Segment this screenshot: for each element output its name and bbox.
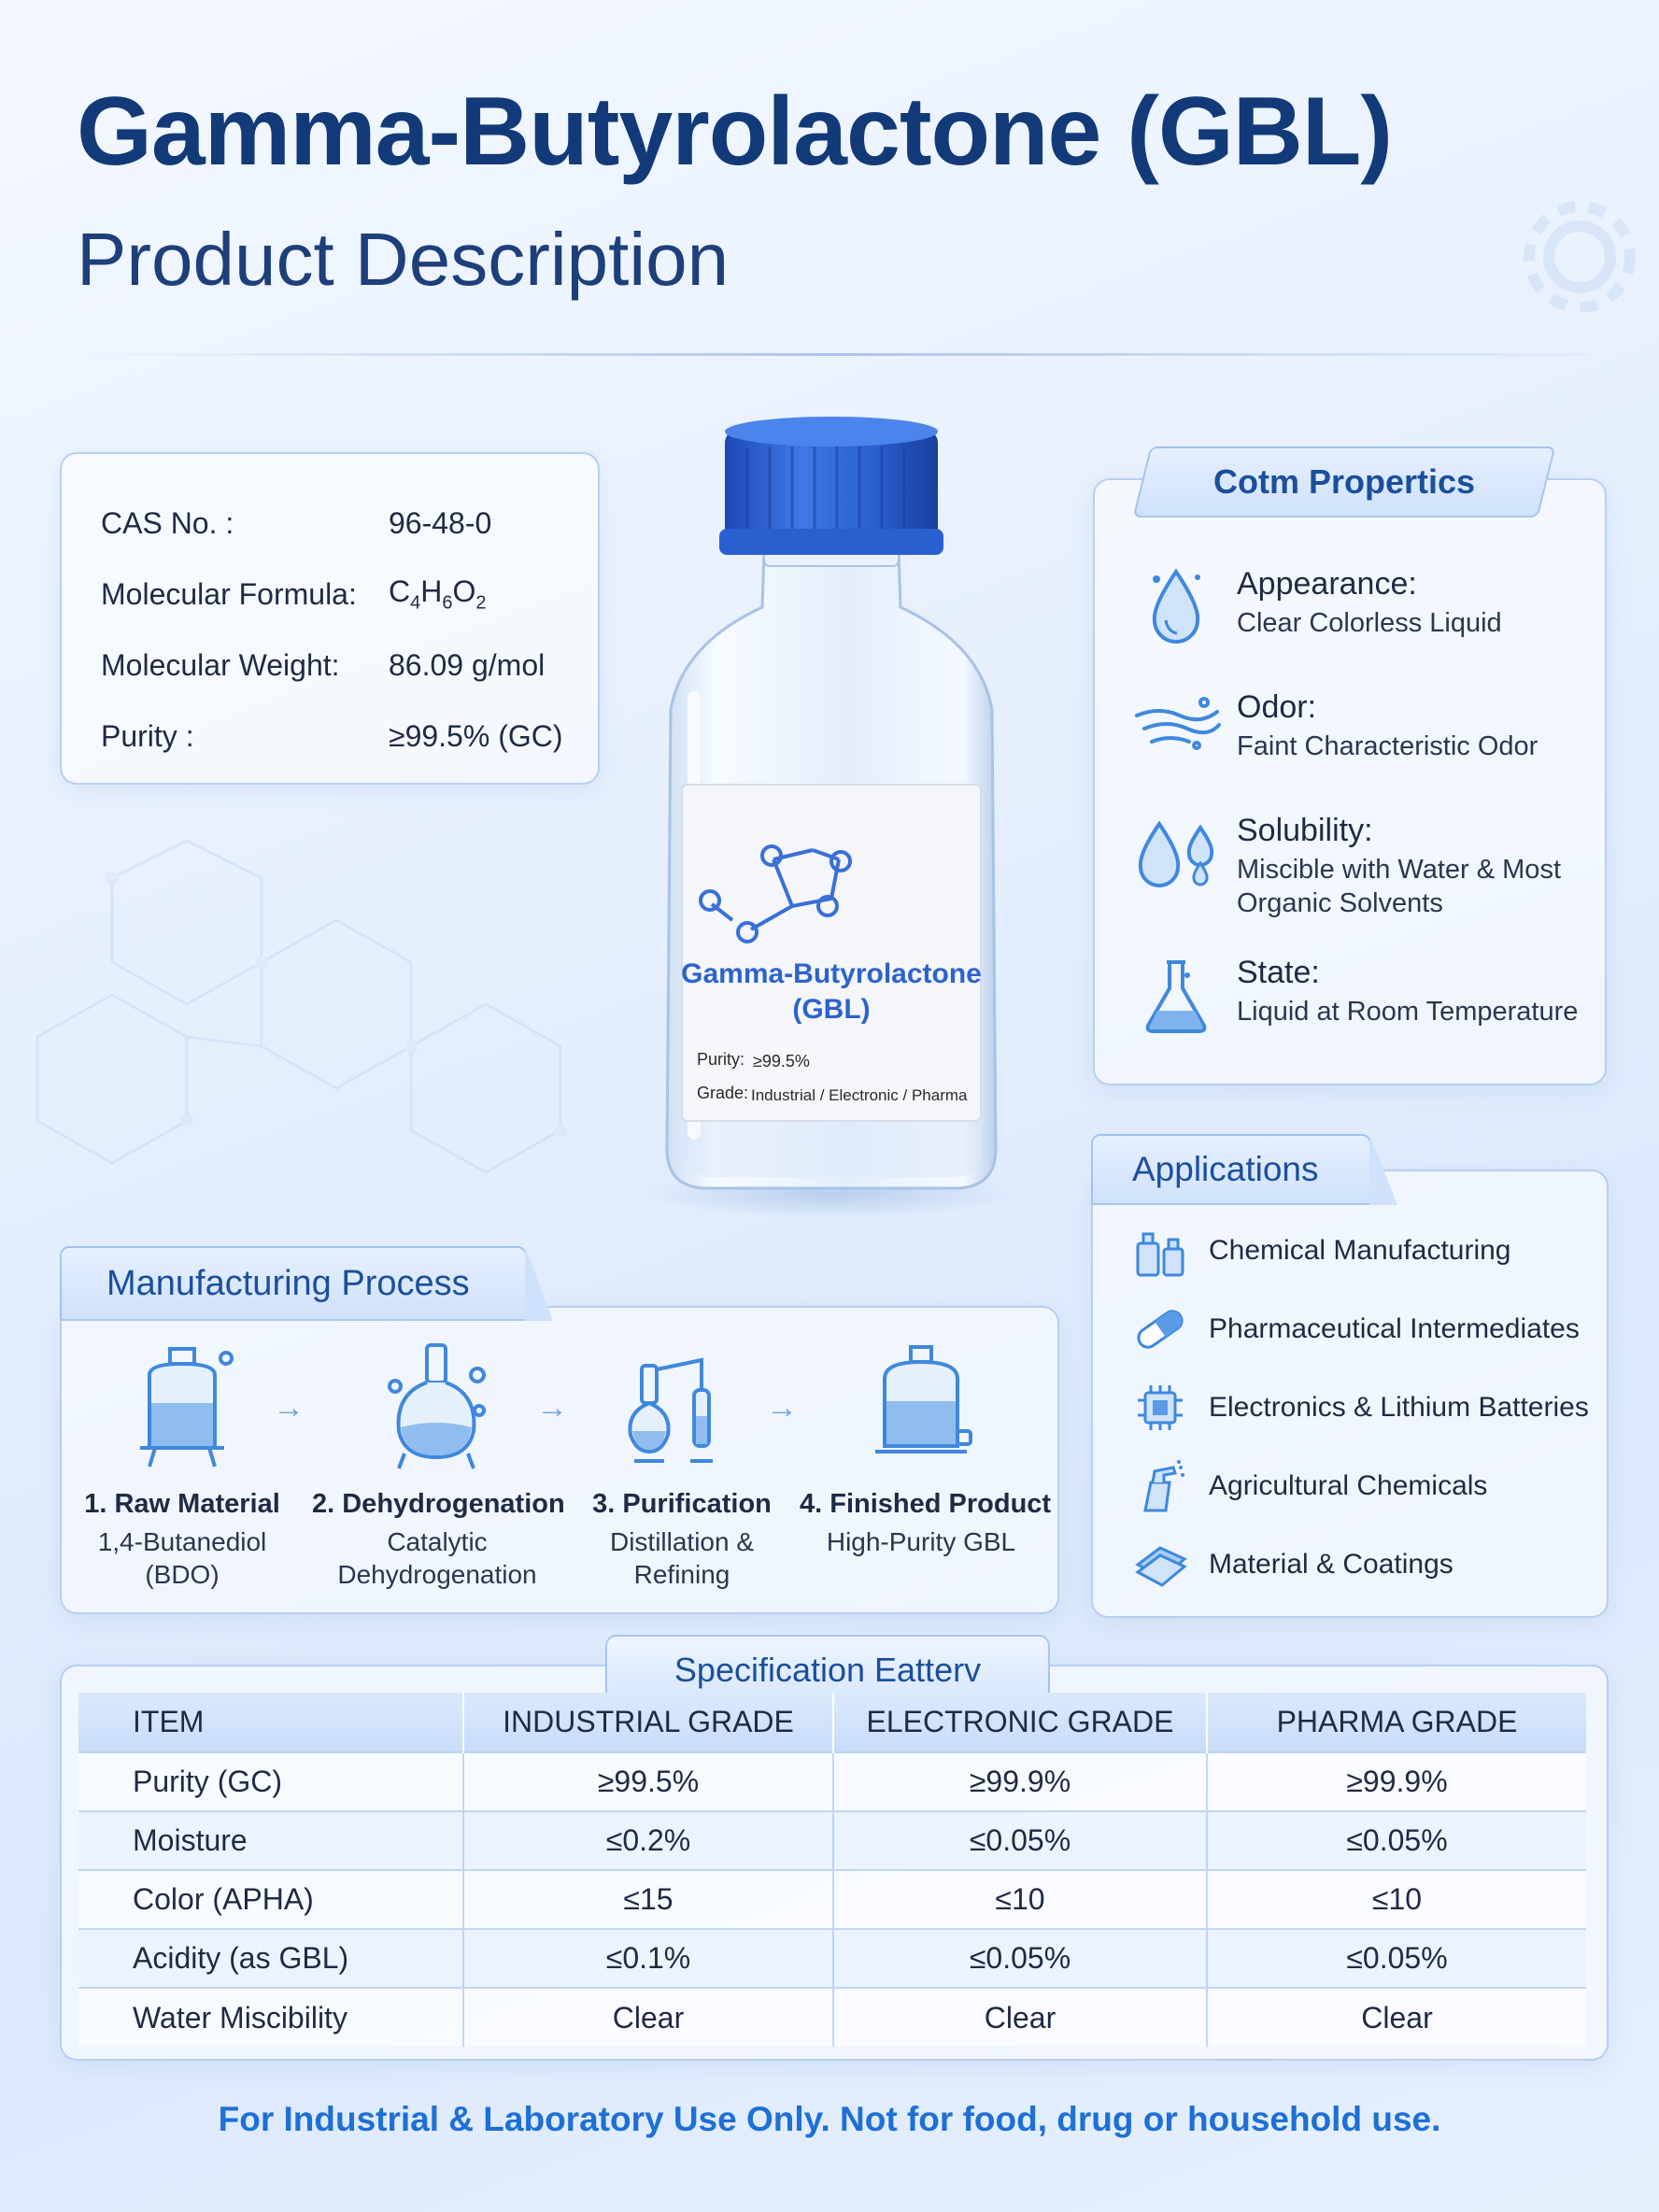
column-header: PHARMA GRADE — [1207, 1693, 1586, 1752]
process-step-3 — [575, 1338, 788, 1591]
application-label: Agricultural Chemicals — [1209, 1470, 1488, 1501]
gear-background-icon — [1510, 187, 1650, 327]
table-cell: Purity (GC) — [78, 1752, 463, 1811]
column-header: ELECTRONIC GRADE — [833, 1693, 1207, 1752]
cas-value: 96-48-0 — [389, 505, 492, 540]
bottle-label-name-1: Gamma-Butyrolactone — [681, 958, 982, 989]
weight-label: Molecular Weight: — [101, 647, 340, 682]
identity-card — [60, 452, 600, 785]
table-cell: ≤10 — [1207, 1870, 1586, 1929]
step-desc-line2: Dehydrogenation — [337, 1560, 537, 1589]
formula-label: Molecular Formula: — [101, 576, 357, 611]
property-appearance — [1125, 564, 1610, 658]
property-desc: Clear Colorless Liquid — [1237, 608, 1502, 638]
chip-icon — [1121, 1375, 1199, 1440]
property-desc: Miscible with Water & Most Organic Solvents — [1237, 855, 1561, 918]
table-cell: ≤0.05% — [1207, 1929, 1586, 1988]
formula-value — [389, 574, 486, 614]
droplet-icon — [1125, 564, 1227, 658]
purity-value: ≥99.5% (GC) — [389, 718, 563, 753]
step-title: 3. Purification — [592, 1489, 772, 1519]
sprayer-icon — [1121, 1453, 1199, 1519]
column-header: ITEM — [78, 1693, 463, 1752]
arrow-right-icon: → — [273, 1390, 305, 1425]
storage-tank-icon — [860, 1338, 982, 1478]
table-cell: ≤0.05% — [833, 1811, 1207, 1870]
cas-row — [101, 488, 598, 559]
property-odor — [1125, 688, 1610, 781]
table-cell: ≥99.9% — [833, 1752, 1207, 1811]
arrow-right-icon: → — [536, 1390, 568, 1425]
formula-row — [101, 559, 598, 630]
step-desc-line2: (BDO) — [145, 1560, 220, 1589]
table-row — [78, 1870, 1586, 1929]
property-solubility — [1125, 811, 1610, 920]
step-desc-line1: 1,4-Butanediol — [97, 1527, 267, 1556]
sheets-icon — [1121, 1532, 1199, 1597]
property-title: Solubility: — [1237, 813, 1373, 848]
table-row — [78, 1811, 1586, 1870]
application-item — [1121, 1375, 1589, 1440]
manufacturing-heading: Manufacturing Process — [60, 1246, 527, 1321]
purity-label: Purity : — [101, 718, 194, 753]
weight-row — [101, 630, 598, 701]
column-header: INDUSTRIAL GRADE — [463, 1693, 833, 1752]
header-divider — [77, 353, 1590, 356]
table-row — [78, 1929, 1586, 1988]
step-title: 2. Dehydrogenation — [312, 1489, 565, 1519]
step-title: 1. Raw Material — [84, 1489, 280, 1519]
table-cell: ≤15 — [463, 1870, 833, 1929]
arrow-right-icon: → — [766, 1390, 798, 1425]
page-title: Gamma-Butyrolactone (GBL) — [77, 78, 1393, 186]
process-step-2 — [312, 1338, 565, 1591]
application-label: Electronics & Lithium Batteries — [1209, 1392, 1589, 1423]
table-cell: Color (APHA) — [78, 1870, 463, 1929]
table-cell: ≤0.05% — [1207, 1811, 1586, 1870]
process-step-1 — [75, 1338, 290, 1591]
cas-label: CAS No. : — [101, 505, 234, 540]
drops-icon — [1125, 811, 1227, 904]
property-title: State: — [1237, 955, 1320, 990]
property-title: Appearance: — [1237, 566, 1417, 602]
tank-icon — [121, 1338, 243, 1478]
table-row — [78, 1988, 1586, 2047]
table-cell: ≤0.05% — [833, 1929, 1207, 1988]
bottle-label-grade-value: Industrial / Electronic / Pharma — [751, 1086, 968, 1104]
table-header-row — [78, 1693, 1586, 1752]
step-desc-line1: High-Purity GBL — [826, 1527, 1016, 1556]
weight-value: 86.09 g/mol — [389, 647, 546, 682]
specification-heading: Specification Eatterv — [605, 1635, 1050, 1706]
application-label: Chemical Manufacturing — [1209, 1235, 1511, 1266]
application-item — [1121, 1532, 1453, 1597]
step-desc-line2: Refining — [633, 1560, 730, 1589]
step-desc-line1: Distillation & — [609, 1527, 755, 1556]
table-cell: ≤0.2% — [463, 1811, 833, 1870]
step-title: 4. Finished Product — [800, 1489, 1052, 1519]
flask-icon — [1125, 953, 1227, 1046]
specification-table — [78, 1693, 1586, 2047]
process-step-4 — [800, 1338, 1052, 1558]
wind-icon — [1125, 688, 1227, 781]
applications-heading: Applications — [1091, 1134, 1371, 1205]
formula-text: $C_4H_6O_2$ — [389, 574, 487, 614]
purity-row — [101, 701, 598, 772]
properties-heading — [1133, 447, 1556, 518]
application-item — [1121, 1218, 1510, 1283]
table-cell: Moisture — [78, 1811, 463, 1870]
table-cell: Clear — [1207, 1988, 1586, 2047]
property-state — [1125, 953, 1610, 1046]
bottle-label-name-2: (GBL) — [792, 994, 871, 1025]
property-desc: Liquid at Room Temperature — [1237, 997, 1579, 1027]
distillation-icon — [621, 1338, 743, 1478]
table-cell: ≥99.9% — [1207, 1752, 1586, 1811]
page-subtitle: Product Description — [77, 218, 730, 301]
application-label: Pharmaceutical Intermediates — [1209, 1313, 1580, 1344]
capsule-icon — [1121, 1297, 1199, 1362]
table-row — [78, 1752, 1586, 1811]
table-cell: ≤0.1% — [463, 1929, 833, 1988]
bottle-label-purity-value: ≥99.5% — [753, 1052, 810, 1071]
property-desc: Faint Characteristic Odor — [1237, 731, 1538, 761]
table-cell: Acidity (as GBL) — [78, 1929, 463, 1988]
table-cell: ≤10 — [833, 1870, 1207, 1929]
bottle-label-grade-label: Grade: — [697, 1084, 749, 1102]
disclaimer-text: For Industrial & Laboratory Use Only. Not for food, drug or household use. — [218, 2100, 1441, 2138]
product-bottle-image — [635, 411, 1028, 1233]
application-item — [1121, 1453, 1487, 1519]
property-title: Odor: — [1237, 689, 1317, 725]
table-cell: Clear — [833, 1988, 1207, 2047]
step-desc-line1: Catalytic — [387, 1527, 488, 1556]
reactor-icon — [376, 1338, 498, 1478]
molecule-background-decoration — [0, 803, 710, 1289]
bottle-label-purity-label: Purity: — [697, 1050, 745, 1069]
bottles-icon — [1121, 1218, 1199, 1283]
properties-heading-text: Cotm Propertics — [1212, 462, 1476, 501]
application-label: Material & Coatings — [1209, 1549, 1453, 1580]
table-cell: ≥99.5% — [463, 1752, 833, 1811]
table-cell: Water Miscibility — [78, 1988, 463, 2047]
application-item — [1121, 1297, 1580, 1362]
table-cell: Clear — [463, 1988, 833, 2047]
